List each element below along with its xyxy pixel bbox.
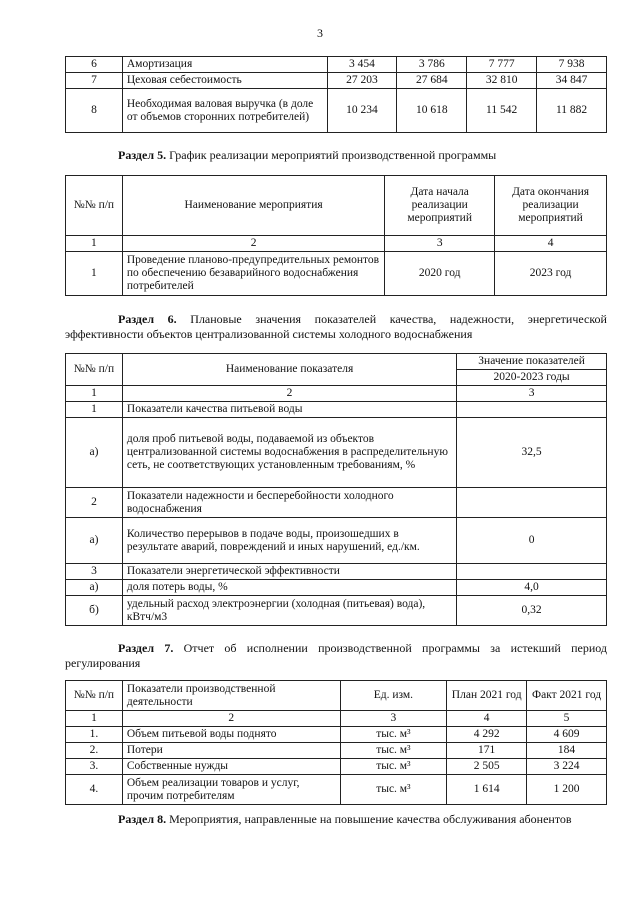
section8-title: Раздел 8. Мероприятия, направленные на повышение качества обслуживания абонентов <box>118 812 572 826</box>
schedule-table <box>65 175 607 296</box>
table-numbering-row: 1 2 3 <box>66 386 607 402</box>
table-row: а) доля потерь воды, % 4,0 <box>66 580 607 596</box>
page-number: 3 <box>317 26 323 40</box>
section7-title: Раздел 7. Отчет об исполнении производственной программы за истекший период регулирования <box>65 641 608 670</box>
table-header-row: №№ п/п Показатели производственной деятельности Ед. изм. План 2021 год Факт 2021 год <box>66 681 607 711</box>
table-row: б) удельный расход электроэнергии (холодная (питьевая) вода), кВтч/м3 0,32 <box>66 596 607 626</box>
table-row: 1. Объем питьевой воды поднято тыс. м³ 4 292 4 609 <box>66 727 607 743</box>
table-row: 3. Собственные нужды тыс. м³ 2 505 3 224 <box>66 759 607 775</box>
table-row: 2 Показатели надежности и бесперебойности холодного водоснабжения <box>66 488 607 518</box>
table-row: 3 Показатели энергетической эффективности <box>66 564 607 580</box>
table-row: 2. Потери тыс. м³ 171 184 <box>66 743 607 759</box>
section6-title: Раздел 6. Плановые значения показателей качества, надежности, энергетической эффективности объектов централизованной системы холодного водоснабжения <box>65 312 607 341</box>
table-row: 4. Объем реализации товаров и услуг, прочим потребителям тыс. м³ 1 614 1 200 <box>66 775 607 805</box>
table-header-row: 2020-2023 годы <box>66 370 607 386</box>
table-header-row: №№ п/п Наименование показателя Значение показателей <box>66 354 607 370</box>
table-row: 1 Проведение планово-предупредительных ремонтов по обеспечению безаварийного водоснабжения потребителей 2020 год 2023 год <box>66 252 607 296</box>
table-row: 7 Цеховая себестоимость 27 203 27 684 32 810 34 847 <box>66 73 607 89</box>
cost-table <box>65 56 607 133</box>
table-row: а) Количество перерывов в подаче воды, произошедших в результате аварий, повреждений и иных нарушений, ед./км. 0 <box>66 518 607 564</box>
section5-title: Раздел 5. График реализации мероприятий производственной программы <box>118 148 497 162</box>
table-numbering-row: 1 2 3 4 5 <box>66 711 607 727</box>
table-row: 6 Амортизация 3 454 3 786 7 777 7 938 <box>66 57 607 73</box>
indicators-table <box>65 353 607 626</box>
table-numbering-row: 1 2 3 4 <box>66 236 607 252</box>
table-header-row: №№ п/п Наименование мероприятия Дата начала реализации мероприятий Дата окончания реализации мероприятий <box>66 176 607 236</box>
table-row: 8 Необходимая валовая выручка (в доле от объемов сторонних потребителей) 10 234 10 618 11 542 11 882 <box>66 89 607 133</box>
table-row: а) доля проб питьевой воды, подаваемой из объектов централизованной системы водоснабжения в распределительную сеть, не соответствующих установленным требованиям, % 32,5 <box>66 418 607 488</box>
report-table <box>65 680 607 805</box>
table-row: 1 Показатели качества питьевой воды <box>66 402 607 418</box>
